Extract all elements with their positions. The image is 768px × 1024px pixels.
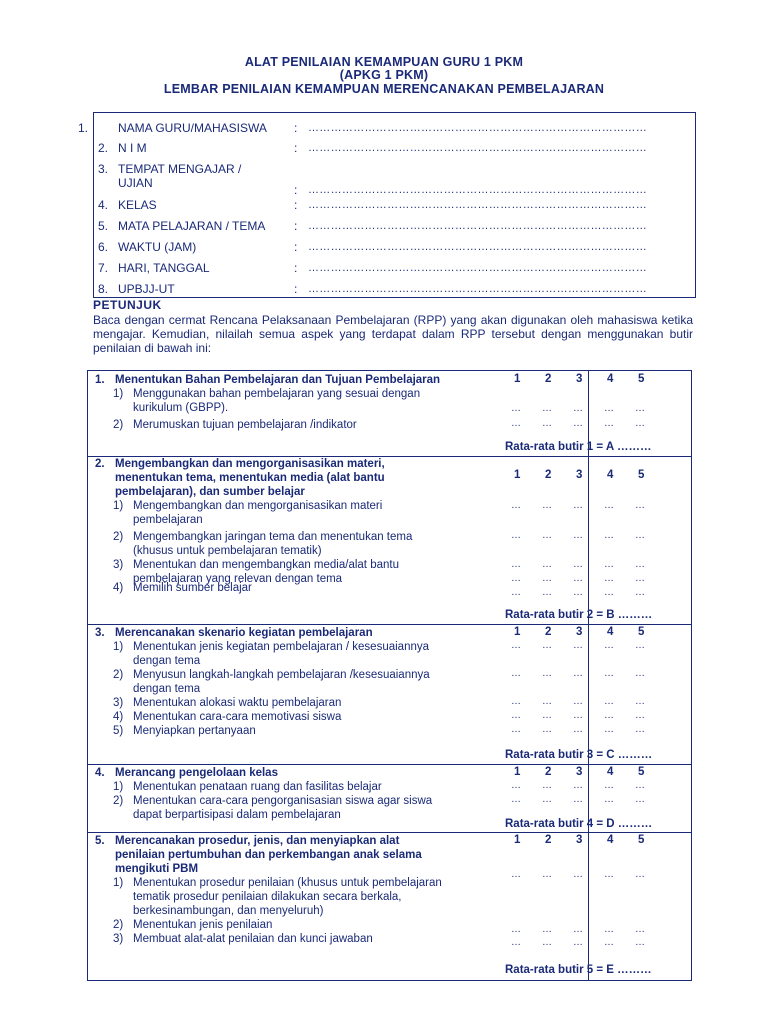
rating-scale-number: 5 (638, 834, 645, 846)
criterion-item (113, 418, 357, 432)
identity-field-text (118, 282, 175, 296)
identity-field-label (98, 261, 210, 275)
section-title-line: penilaian pertumbuhan dan perkembangan anak selama (115, 849, 422, 861)
criterion-number: 3) (113, 559, 124, 571)
rating-dot: … (542, 869, 552, 880)
rating-dots-row (511, 587, 666, 598)
rating-scale-header (514, 834, 669, 846)
rating-scale-number: 5 (638, 766, 645, 778)
rating-dot: … (604, 710, 614, 721)
rating-dot: … (635, 710, 645, 721)
criterion-text (133, 794, 432, 822)
identity-field-number: 2. (98, 141, 109, 155)
rating-dot: … (635, 869, 645, 880)
rating-scale-number: 3 (576, 626, 583, 638)
criterion-text-line: tematik prosedur penilaian dilakukan secara berkala, (133, 891, 402, 903)
rating-dots-row (511, 924, 666, 935)
identity-fill-line: ……………………………………………………………………………… (308, 199, 647, 211)
rating-dot: … (511, 924, 521, 935)
section-number: 5. (95, 835, 105, 847)
criterion-text-line: dengan tema (133, 683, 201, 695)
rating-dot: … (542, 696, 552, 707)
section-average: Rata-rata butir 4 = D ……… (505, 818, 653, 830)
rating-dot: … (573, 403, 583, 414)
rating-dot: … (511, 696, 521, 707)
identity-colon: : (294, 219, 298, 233)
rating-dots-row (511, 573, 666, 584)
criterion-item (113, 710, 341, 724)
criterion-text (133, 696, 341, 710)
rating-dot: … (511, 403, 521, 414)
criterion-text-line: Menentukan jenis kegiatan pembelajaran / kesesuaiannya (133, 641, 430, 653)
identity-number-1: 1. (78, 121, 89, 135)
rating-dot: … (511, 869, 521, 880)
section-average: Rata-rata butir 1 = A ……… (505, 441, 652, 453)
criterion-text (133, 640, 429, 668)
criterion-text (133, 499, 382, 527)
identity-field-number: 8. (98, 282, 109, 296)
identity-field-text-line: MATA PELAJARAN / TEMA (118, 219, 266, 233)
criterion-number: 2) (113, 669, 124, 681)
rating-dot: … (542, 937, 552, 948)
rating-dots-row (511, 869, 666, 880)
section-title-text (115, 766, 278, 780)
rating-dots-row (511, 710, 666, 721)
criterion-text-line: pembelajaran (133, 514, 203, 526)
rating-scale-number: 3 (576, 766, 583, 778)
criterion-text-line: Menyusun langkah-langkah pembelajaran /kesesuaiannya (133, 669, 430, 681)
identity-field-label (98, 240, 196, 254)
criterion-text-line: (khusus untuk pembelajaran tematik) (133, 545, 322, 557)
criterion-number: 1) (113, 877, 124, 889)
identity-field-text (118, 162, 241, 190)
identity-field-label (98, 219, 265, 233)
rating-dot: … (573, 924, 583, 935)
rating-dot: … (573, 937, 583, 948)
form-subtitle: (APKG 1 PKM) (339, 68, 429, 82)
rating-dot: … (542, 418, 552, 429)
instructions-title: PETUNJUK (93, 298, 162, 312)
criterion-text-line: Menentukan jenis penilaian (133, 919, 273, 931)
criterion-text-line: kurikulum (GBPP). (133, 402, 229, 414)
identity-colon: : (294, 198, 298, 212)
section-title-text (115, 626, 373, 640)
rating-dot: … (511, 724, 521, 735)
rating-dot: … (542, 724, 552, 735)
rating-dot: … (604, 640, 614, 651)
rating-dot: … (635, 640, 645, 651)
identity-colon: : (294, 282, 298, 296)
rating-dot: … (635, 924, 645, 935)
rating-dot: … (573, 559, 583, 570)
identity-field-text-line: UJIAN (118, 176, 153, 190)
section-title-line: Merencanakan skenario kegiatan pembelajaran (115, 627, 373, 639)
identity-colon: : (294, 121, 298, 135)
identity-fill-line: ……………………………………………………………………………… (308, 283, 647, 295)
section-average: Rata-rata butir 2 = B ……… (505, 609, 653, 621)
criterion-item (113, 918, 272, 932)
rating-dot: … (511, 573, 521, 584)
rating-scale-number: 2 (545, 373, 552, 385)
rating-dot: … (573, 530, 583, 541)
criterion-text (133, 724, 256, 738)
criterion-text (133, 418, 357, 432)
rating-dot: … (542, 924, 552, 935)
identity-field-text-line: TEMPAT MENGAJAR / (118, 162, 242, 176)
rating-scale-number: 4 (607, 766, 614, 778)
rating-dot: … (604, 724, 614, 735)
criterion-item (113, 581, 252, 595)
rating-dot: … (542, 573, 552, 584)
section-title (95, 457, 385, 499)
rating-dot: … (604, 587, 614, 598)
identity-fill-line: ……………………………………………………………………………… (308, 142, 647, 154)
identity-colon: : (294, 183, 298, 197)
rating-dot: … (635, 668, 645, 679)
rating-dot: … (604, 403, 614, 414)
section-number: 4. (95, 767, 105, 779)
section-title-line: Menentukan Bahan Pembelajaran dan Tujuan Pembelajaran (115, 374, 441, 386)
section-average: Rata-rata butir 3 = C ……… (505, 749, 653, 761)
section-title-line: Mengembangkan dan mengorganisasikan materi, (115, 458, 385, 470)
rating-dot: … (573, 500, 583, 511)
section-divider (588, 832, 589, 980)
criterion-text (133, 668, 430, 696)
identity-field-text (118, 198, 157, 212)
criterion-text-line: Menentukan penataan ruang dan fasilitas belajar (133, 781, 382, 793)
rating-scale-header (514, 626, 669, 638)
criterion-text (133, 876, 442, 918)
identity-field-text-line: UPBJJ-UT (118, 282, 175, 296)
criterion-number: 4) (113, 582, 124, 594)
rating-dot: … (542, 710, 552, 721)
rating-dot: … (604, 573, 614, 584)
criterion-text-line: Mengembangkan jaringan tema dan menentukan tema (133, 531, 413, 543)
section-average: Rata-rata butir 5 = E ……… (505, 964, 652, 976)
section-title-line: pembelajaran), dan sumber belajar (115, 486, 305, 498)
rating-dot: … (511, 937, 521, 948)
rating-dot: … (511, 668, 521, 679)
rating-scale-number: 5 (638, 373, 645, 385)
form-heading: LEMBAR PENILAIAN KEMAMPUAN MERENCANAKAN PEMBELAJARAN (163, 82, 605, 96)
rating-scale-number: 3 (576, 834, 583, 846)
criterion-text-line: Mengembangkan dan mengorganisasikan materi (133, 500, 383, 512)
rating-dot: … (635, 780, 645, 791)
rating-dot: … (573, 696, 583, 707)
criterion-text (133, 581, 252, 595)
criterion-item (113, 668, 430, 696)
rating-scale-number: 3 (576, 373, 583, 385)
identity-field-label (98, 282, 175, 296)
rating-dot: … (635, 587, 645, 598)
criterion-text-line: dengan tema (133, 655, 201, 667)
section-title-text (115, 834, 422, 876)
rating-dot: … (604, 780, 614, 791)
rating-dot: … (542, 403, 552, 414)
rating-scale-number: 2 (545, 626, 552, 638)
rating-dot: … (604, 668, 614, 679)
rating-dot: … (573, 640, 583, 651)
criterion-item (113, 696, 341, 710)
criterion-number: 3) (113, 933, 124, 945)
section-title (95, 834, 422, 876)
criterion-number: 4) (113, 711, 124, 723)
criterion-text-line: Menggunakan bahan pembelajaran yang sesuai dengan (133, 388, 421, 400)
identity-field-text-line: KELAS (118, 198, 157, 212)
rating-dot: … (635, 500, 645, 511)
identity-fill-line: ……………………………………………………………………………… (308, 241, 647, 253)
rating-dot: … (511, 500, 521, 511)
section-number: 1. (95, 374, 105, 386)
identity-field-text (118, 121, 267, 135)
identity-fill-line: ……………………………………………………………………………… (308, 262, 647, 274)
rating-dots-row (511, 794, 666, 805)
rating-scale-number: 1 (514, 626, 521, 638)
rating-dot: … (573, 573, 583, 584)
criterion-item (113, 876, 442, 918)
rating-dot: … (573, 869, 583, 880)
section-title (95, 766, 278, 780)
criterion-number: 1) (113, 388, 124, 400)
rating-dot: … (511, 780, 521, 791)
rating-dot: … (604, 696, 614, 707)
rating-dot: … (635, 937, 645, 948)
rating-dot: … (573, 418, 583, 429)
criterion-text-line: Membuat alat-alat penilaian dan kunci jawaban (133, 933, 373, 945)
rating-dot: … (604, 869, 614, 880)
rating-dot: … (604, 937, 614, 948)
rating-dot: … (635, 724, 645, 735)
identity-fill-line: ……………………………………………………………………………… (308, 220, 647, 232)
criterion-text-line: Menentukan alokasi waktu pembelajaran (133, 697, 342, 709)
section-title-line: Merencanakan prosedur, jenis, dan menyiapkan alat (115, 835, 400, 847)
rating-dots-row (511, 640, 666, 651)
criterion-text (133, 387, 420, 415)
criterion-number: 2) (113, 795, 124, 807)
criterion-text-line: Menyiapkan pertanyaan (133, 725, 256, 737)
rating-dot: … (635, 418, 645, 429)
rating-dots-row (511, 418, 666, 429)
identity-colon: : (294, 141, 298, 155)
criterion-text-line: pembelajaran yang relevan dengan tema (133, 573, 343, 585)
rating-scale-number: 5 (638, 626, 645, 638)
rating-scale-header (514, 766, 669, 778)
criterion-number: 1) (113, 500, 124, 512)
criterion-text (133, 710, 341, 724)
assessment-section (87, 455, 692, 625)
rating-scale-header (514, 469, 669, 481)
section-number: 2. (95, 458, 105, 470)
identity-fill-line: ……………………………………………………………………………… (308, 122, 647, 134)
section-title (95, 626, 373, 640)
identity-field-text (118, 219, 265, 233)
rating-scale-number: 1 (514, 373, 521, 385)
rating-dots-row (511, 780, 666, 791)
identity-colon: : (294, 240, 298, 254)
identity-field-text (118, 240, 196, 254)
assessment-section (87, 832, 692, 981)
criterion-item (113, 640, 429, 668)
rating-dot: … (604, 559, 614, 570)
rating-dots-row (511, 559, 666, 570)
criterion-text-line: Menentukan cara-cara memotivasi siswa (133, 711, 342, 723)
rating-dot: … (604, 924, 614, 935)
identity-field-text-line: N I M (118, 141, 147, 155)
section-title-line: Merancang pengelolaan kelas (115, 767, 278, 779)
criterion-text-line: Memilih sumber belajar (133, 582, 252, 594)
criterion-item (113, 724, 256, 738)
criterion-text-line: Menentukan cara-cara pengorganisasian siswa agar siswa (133, 795, 433, 807)
assessment-section (87, 370, 692, 457)
rating-scale-number: 1 (514, 469, 521, 481)
criterion-item (113, 530, 412, 558)
rating-dot: … (511, 530, 521, 541)
rating-scale-number: 4 (607, 834, 614, 846)
rating-dots-row (511, 724, 666, 735)
rating-dot: … (604, 418, 614, 429)
rating-scale-number: 1 (514, 834, 521, 846)
section-title-line: menentukan tema, menentukan media (alat bantu (115, 472, 385, 484)
rating-scale-number: 4 (607, 469, 614, 481)
form-title: ALAT PENILAIAN KEMAMPUAN GURU 1 PKM (244, 55, 524, 69)
identity-field-number: 4. (98, 198, 109, 212)
rating-dot: … (573, 780, 583, 791)
criterion-number: 1) (113, 641, 124, 653)
rating-dot: … (635, 794, 645, 805)
identity-field-text-line: NAMA GURU/MAHASISWA (118, 121, 267, 135)
rating-dot: … (542, 640, 552, 651)
rating-scale-number: 4 (607, 626, 614, 638)
criterion-text (133, 530, 412, 558)
identity-field-label (98, 141, 147, 155)
assessment-section (87, 764, 692, 833)
rating-dot: … (511, 559, 521, 570)
rating-dot: … (573, 710, 583, 721)
section-title-text (115, 457, 385, 499)
identity-field-label (98, 198, 157, 212)
criterion-text-line: Merumuskan tujuan pembelajaran /indikator (133, 419, 357, 431)
rating-dot: … (511, 640, 521, 651)
rating-scale-number: 5 (638, 469, 645, 481)
rating-scale-number: 2 (545, 766, 552, 778)
criterion-number: 5) (113, 725, 124, 737)
criterion-number: 3) (113, 697, 124, 709)
criterion-text-line: Menentukan dan mengembangkan media/alat bantu (133, 559, 399, 571)
rating-dot: … (542, 780, 552, 791)
rating-dot: … (635, 559, 645, 570)
rating-scale-number: 2 (545, 834, 552, 846)
identity-field-label (98, 121, 267, 135)
criterion-text-line: dapat berpartisipasi dalam pembelajaran (133, 809, 341, 821)
identity-field-number: 5. (98, 219, 109, 233)
rating-dots-row (511, 696, 666, 707)
criterion-text (133, 918, 272, 932)
criterion-item (113, 932, 373, 946)
section-number: 3. (95, 627, 105, 639)
rating-dot: … (542, 559, 552, 570)
identity-field-number: 3. (98, 162, 109, 176)
rating-scale-number: 3 (576, 469, 583, 481)
rating-dots-row (511, 530, 666, 541)
rating-dot: … (635, 403, 645, 414)
identity-colon: : (294, 261, 298, 275)
identity-field-text (118, 261, 210, 275)
rating-dot: … (511, 710, 521, 721)
rating-dot: … (542, 500, 552, 511)
criterion-item (113, 794, 432, 822)
criterion-text (133, 932, 373, 946)
section-title-text (115, 373, 440, 387)
rating-dot: … (635, 530, 645, 541)
rating-dot: … (635, 696, 645, 707)
criterion-item (113, 499, 382, 527)
rating-dot: … (511, 587, 521, 598)
identity-field-label (98, 162, 241, 190)
rating-scale-number: 1 (514, 766, 521, 778)
identity-field-number: 6. (98, 240, 109, 254)
rating-dot: … (573, 794, 583, 805)
instructions-body: Baca dengan cermat Rencana Pelaksanaan Pembelajaran (RPP) yang akan digunakan oleh mahasiswa ketika mengajar. Kemudian, nilailah semua aspek yang terdapat dalam RPP tersebut dengan menggunakan butir penilaian di bawah ini: (93, 313, 693, 355)
rating-dots-row (511, 500, 666, 511)
criterion-number: 2) (113, 419, 124, 431)
rating-scale-number: 4 (607, 373, 614, 385)
rating-dot: … (542, 794, 552, 805)
identity-field-text-line: WAKTU (JAM) (118, 240, 197, 254)
identity-field-number: 7. (98, 261, 109, 275)
criterion-number: 2) (113, 919, 124, 931)
identity-field-text (118, 141, 147, 155)
rating-dots-row (511, 403, 666, 414)
identity-fill-line: ……………………………………………………………………………… (308, 184, 647, 196)
section-title-line: mengikuti PBM (115, 863, 199, 875)
rating-dot: … (635, 573, 645, 584)
rating-scale-header (514, 373, 669, 385)
rating-scale-number: 2 (545, 469, 552, 481)
rating-dots-row (511, 668, 666, 679)
criterion-item (113, 387, 420, 415)
rating-dot: … (573, 724, 583, 735)
criterion-text-line: Menentukan prosedur penilaian (khusus untuk pembelajaran (133, 877, 442, 889)
assessment-section (87, 624, 692, 765)
rating-dots-row (511, 937, 666, 948)
rating-dot: … (604, 530, 614, 541)
rating-dot: … (542, 668, 552, 679)
rating-dot: … (511, 794, 521, 805)
section-title (95, 373, 440, 387)
criterion-item (113, 780, 382, 794)
rating-dot: … (542, 530, 552, 541)
criterion-text-line: berkesinambungan, dan menyeluruh) (133, 905, 324, 917)
identity-field-text-line: HARI, TANGGAL (118, 261, 210, 275)
rating-dot: … (604, 500, 614, 511)
rating-dot: … (511, 418, 521, 429)
criterion-number: 2) (113, 531, 124, 543)
rating-dot: … (573, 668, 583, 679)
criterion-text (133, 780, 382, 794)
rating-dot: … (542, 587, 552, 598)
criterion-number: 1) (113, 781, 124, 793)
rating-dot: … (573, 587, 583, 598)
rating-dot: … (604, 794, 614, 805)
